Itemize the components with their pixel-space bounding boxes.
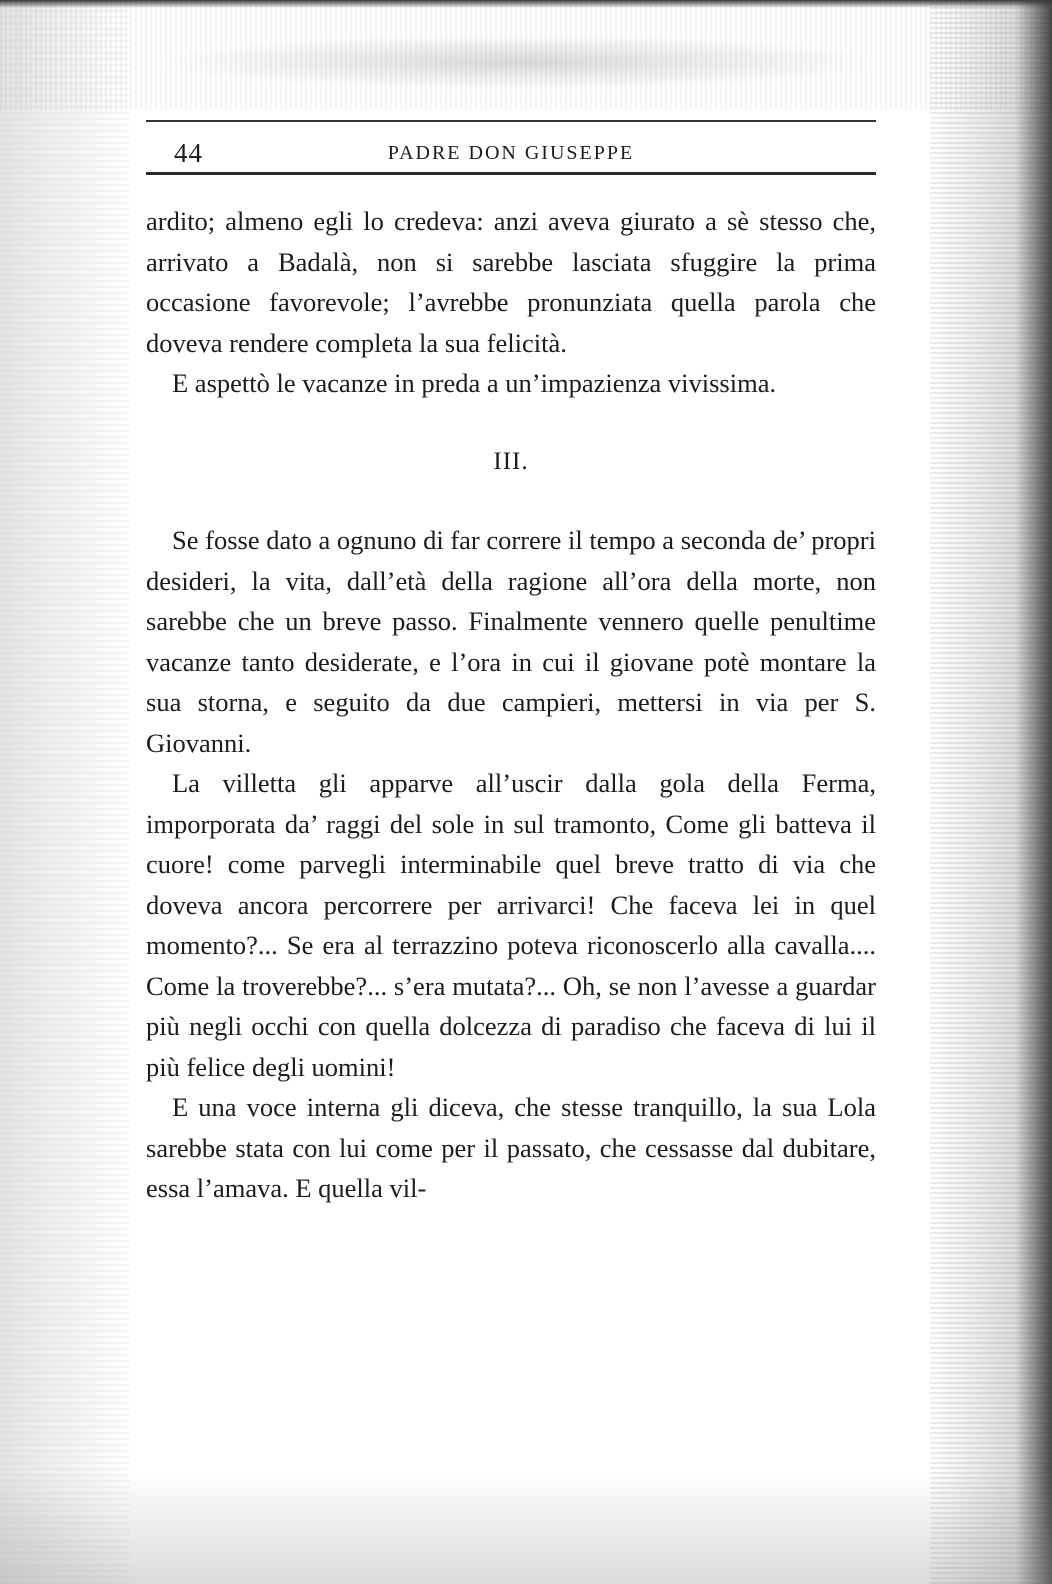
paragraph: E una voce interna gli diceva, che stesse tranquillo, la sua Lola sarebbe stata con lui come per il passato, che cessasse dal dubitare, essa l’amava. E quella vil- bbox=[146, 1092, 876, 1203]
page-header bbox=[146, 122, 876, 172]
paragraph: E aspettò le vacanze in preda a un’impazienza vivissima. bbox=[172, 368, 777, 398]
scan-texture-top bbox=[0, 0, 1052, 110]
running-title: PADRE DON GIUSEPPE bbox=[387, 142, 635, 164]
paragraph: ardito; almeno egli lo credeva: anzi aveva giurato a sè stesso che, arrivato a Badalà, non si sarebbe lasciata sfuggire la prima occasione favorevole; l’avrebbe pronunziata quella parola che doveva rendere completa la sua felicità. bbox=[146, 206, 876, 358]
scan-top-border bbox=[0, 0, 1052, 8]
scan-texture-bottom bbox=[0, 1470, 1052, 1584]
body-text bbox=[146, 201, 876, 1209]
header-rule-bottom bbox=[146, 172, 876, 175]
scan-texture-left bbox=[0, 0, 130, 1584]
page-number: 44 bbox=[174, 138, 203, 168]
page-binding-edge bbox=[930, 0, 1052, 1584]
section-heading: III. bbox=[493, 447, 529, 475]
paragraph: Se fosse dato a ognuno di far correre il tempo a seconda de’ propri desideri, la vita, dall’età della ragione all’ora della morte, non sarebbe che un breve passo. Finalmente vennero quelle penultime vacanze tanto desiderate, e l’ora in cui il giovane potè montare la sua storna, e seguito da due campieri, mettersi in via per S. Giovanni. bbox=[146, 525, 876, 758]
paragraph: La villetta gli apparve all’uscir dalla gola della Ferma, imporporata da’ raggi del sole in sul tramonto, Come gli batteva il cuore! come parvegli interminabile quel breve tratto di via che doveva ancora percorrere per arrivarci! Che faceva lei in quel momento?... Se era al terrazzino poteva riconoscerlo alla cavalla.... Come la troverebbe?... s’era mutata?... Oh, se non l’avesse a guardar più negli occhi con quella dolcezza di paradiso che faceva di lui il più felice degli uomini! bbox=[146, 768, 876, 1082]
book-page bbox=[146, 120, 876, 1209]
